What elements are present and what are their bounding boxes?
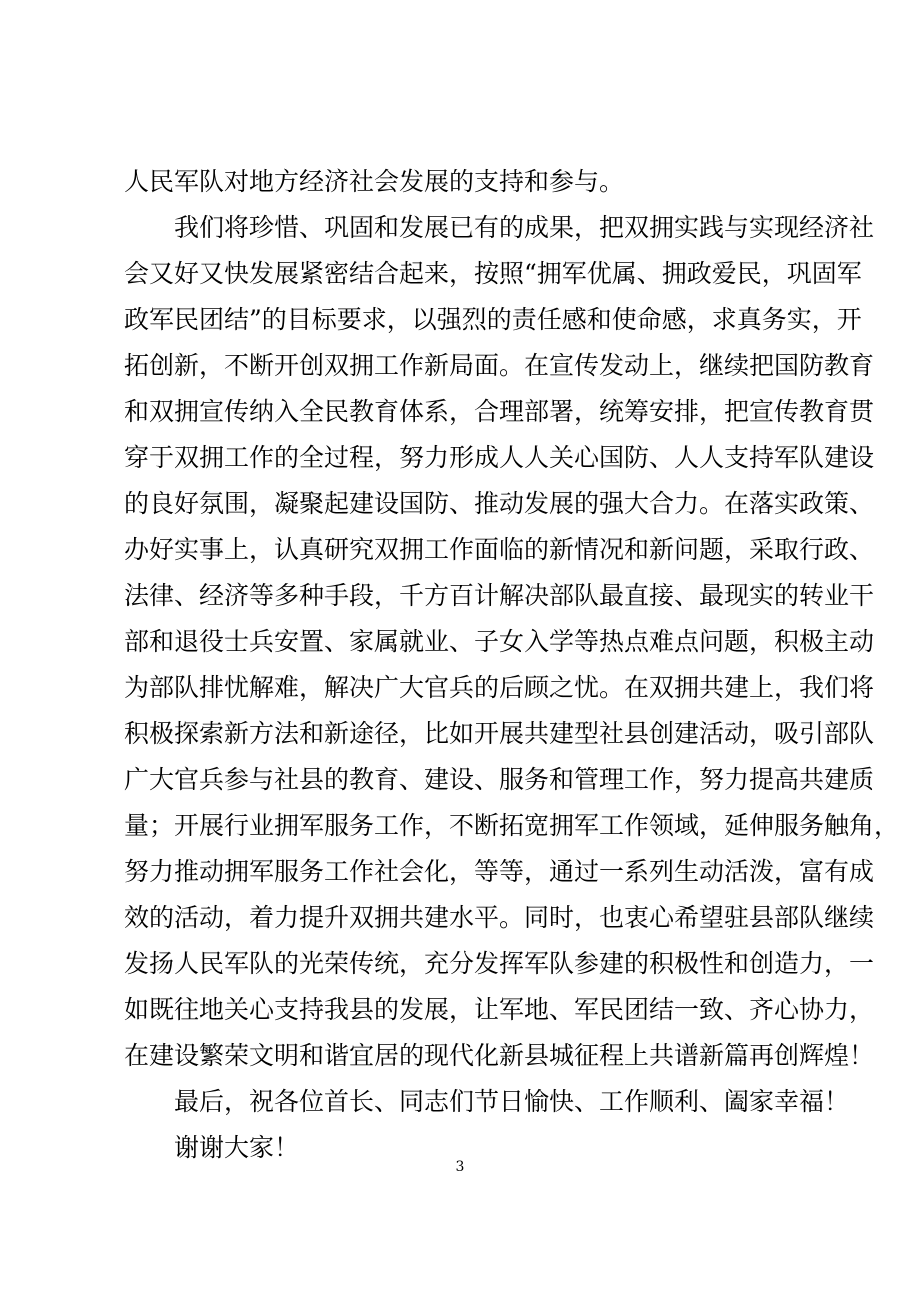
paragraph-line-10: 法律、经济等多种手段，千方百计解决部队最直接、最现实的转业干 (124, 581, 875, 610)
paragraph-line-19: 如既往地关心支持我县的发展，让军地、军民团结一致、齐心协力， (124, 995, 875, 1024)
paragraph-line-12: 为部队排忧解难，解决广大官兵的后顾之忧。在双拥共建上，我们将 (124, 673, 875, 702)
paragraph-line-4: 政军民团结”的目标要求，以强烈的责任感和使命感，求真务实，开 (124, 305, 862, 334)
paragraph-line-9: 办好实事上，认真研究双拥工作面临的新情况和新问题，采取行政、 (124, 535, 875, 564)
closing-thanks-line: 谢谢大家！ (174, 1133, 300, 1162)
paragraph-line-8: 的良好氛围，凝聚起建设国防、推动发展的强大合力。在落实政策、 (124, 489, 875, 518)
paragraph-line-6: 和双拥宣传纳入全民教育体系，合理部署，统筹安排，把宣传教育贯 (124, 397, 875, 426)
paragraph-line-17: 效的活动，着力提升双拥共建水平。同时，也衷心希望驻县部队继续 (124, 903, 875, 932)
paragraph-line-1: 人民军队对地方经济社会发展的支持和参与。 (124, 167, 625, 196)
paragraph-line-15: 量；开展行业拥军服务工作，不断拓宽拥军工作领域，延伸服务触角， (124, 811, 900, 840)
paragraph-line-18: 发扬人民军队的光荣传统，充分发挥军队参建的积极性和创造力，一 (124, 949, 875, 978)
paragraph-line-3: 会又好又快发展紧密结合起来，按照“拥军优属、拥政爱民，巩固军 (124, 259, 862, 288)
paragraph-line-5: 拓创新，不断开创双拥工作新局面。在宣传发动上，继续把国防教育 (124, 351, 875, 380)
paragraph-line-7: 穿于双拥工作的全过程，努力形成人人关心国防、人人支持军队建设 (124, 443, 875, 472)
page-number: 3 (455, 1159, 465, 1175)
paragraph-line-11: 部和退役士兵安置、家属就业、子女入学等热点难点问题，积极主动 (124, 627, 875, 656)
closing-wishes-line: 最后，祝各位首长、同志们节日愉快、工作顺利、阖家幸福！ (174, 1087, 850, 1116)
paragraph-line-14: 广大官兵参与社县的教育、建设、服务和管理工作，努力提高共建质 (124, 765, 875, 794)
paragraph-line-16: 努力推动拥军服务工作社会化，等等，通过一系列生动活泼，富有成 (124, 857, 875, 886)
paragraph-line-13: 积极探索新方法和新途径，比如开展共建型社县创建活动，吸引部队 (124, 719, 875, 748)
paragraph-line-2: 我们将珍惜、巩固和发展已有的成果，把双拥实践与实现经济社 (174, 213, 875, 242)
paragraph-line-20: 在建设繁荣文明和谐宜居的现代化新县城征程上共谱新篇再创辉煌！ (124, 1041, 875, 1070)
